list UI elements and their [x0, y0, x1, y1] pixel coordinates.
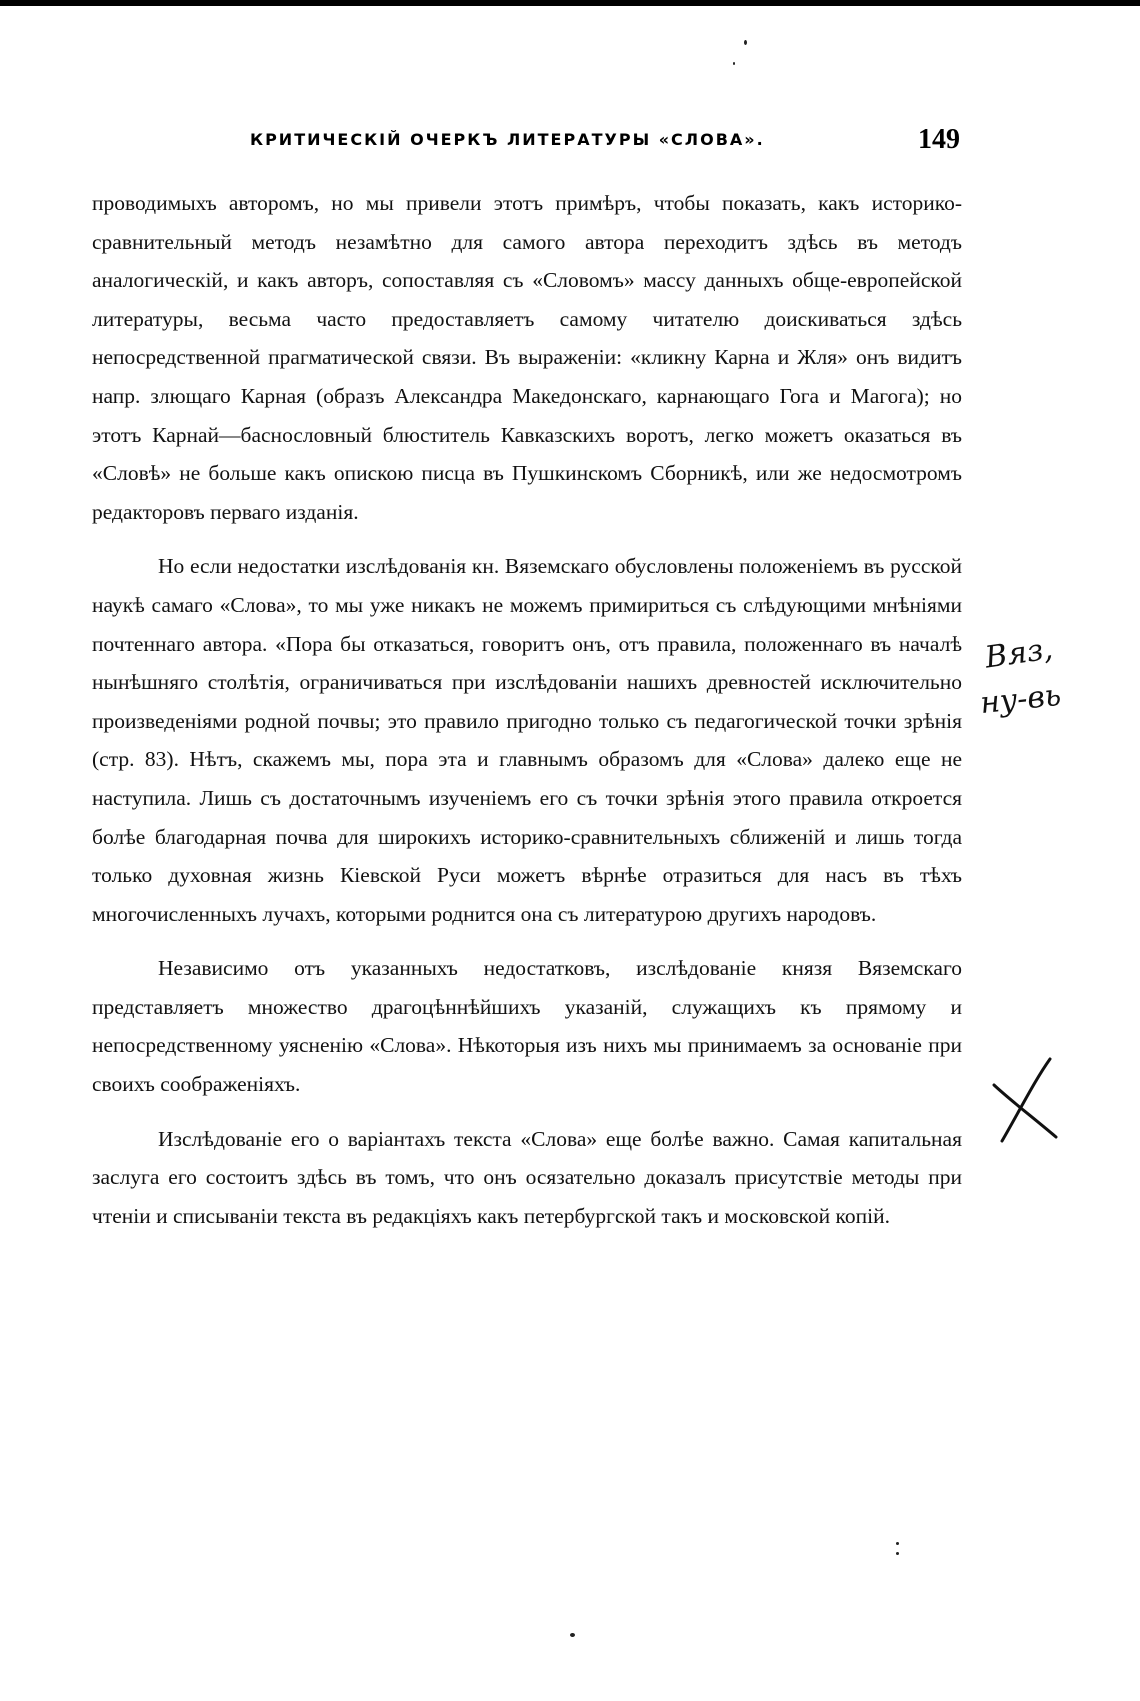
paragraph-1: проводимыхъ авторомъ, но мы привели этотъ примѣръ, чтобы показать, какъ историко-сравнительный методъ незамѣтно для самого автора переходитъ здѣсь въ методъ аналогическій, и какъ авторъ, сопоставляя съ «Словомъ» массу данныхъ обще-европейской литературы, весьма часто предоставляетъ самому читателю доискиваться здѣсь непосредственной прагматической связи. Въ выраженіи: «кликну Карна и Жля» онъ видитъ напр. злющаго Карная (образъ Александра Македонскаго, карнающаго Гога и Магога); но этотъ Карнай—баснословный блюститель Кавказскихъ воротъ, легко можетъ оказаться въ «Словѣ» не больше какъ опискою писца въ Пушкинскомъ Сборникѣ, или же недосмотромъ редакторовъ перваго изданія. — [92, 191, 962, 524]
scan-speck — [744, 40, 747, 45]
scan-speck — [733, 62, 735, 65]
running-title: КРИТИЧЕСКІЙ ОЧЕРКЪ ЛИТЕРАТУРЫ «СЛОВА». — [250, 130, 765, 149]
body-text — [92, 184, 962, 1235]
paragraph-4: Изслѣдованіе его о варіантахъ текста «Слова» еще болѣе важно. Самая капитальная заслуга его состоитъ здѣсь въ томъ, что онъ осязательно доказалъ присутствіе методы при чтеніи и списываніи текста въ редакціяхъ какъ петербургской такъ и московской копій. — [92, 1126, 962, 1228]
scan-speck — [896, 1542, 899, 1545]
margin-note-1: Вяз, — [982, 631, 1055, 676]
handwritten-cross-icon — [990, 1055, 1060, 1145]
top-border — [0, 0, 1140, 6]
paragraph-3: Независимо отъ указанныхъ недостатковъ, изслѣдованіе князя Вяземскаго представляетъ множество драгоцѣннѣйшихъ указаній, служащихъ къ прямому и непосредственному уясненію «Слова». Нѣкоторыя изъ нихъ мы принимаемъ за основаніе при своихъ соображеніяхъ. — [92, 956, 962, 1097]
scan-speck — [570, 1633, 575, 1637]
page-number: 149 — [918, 124, 960, 155]
paragraph-2: Но если недостатки изслѣдованія кн. Вяземскаго обусловлены положеніемъ въ русской наукѣ самаго «Слова», то мы уже никакъ не можемъ примириться съ слѣдующими мнѣніями почтеннаго автора. «Пора бы отказаться, говоритъ онъ, отъ правила, положеннаго въ началѣ нынѣшняго столѣтія, ограничиваться при изслѣдованіи нашихъ древностей исключительно произведеніями родной почвы; это правило пригодно только съ педагогической точки зрѣнія (стр. 83). Нѣтъ, скажемъ мы, пора эта и главнымъ образомъ для «Слова» далеко еще не наступила. Лишь съ достаточнымъ изученіемъ его съ точки зрѣнія этого правила откроется болѣе благодарная почва для широкихъ историко-сравнительныхъ сближеній и лишь тогда только духовная жизнь Кіевской Руси можетъ вѣрнѣе отразиться для насъ въ тѣхъ многочисленныхъ лучахъ, которыми роднится она съ литературою другихъ народовъ. — [92, 554, 962, 926]
scan-speck — [896, 1552, 899, 1555]
margin-note-2: ну-вь — [978, 677, 1063, 722]
page-header — [130, 124, 960, 164]
